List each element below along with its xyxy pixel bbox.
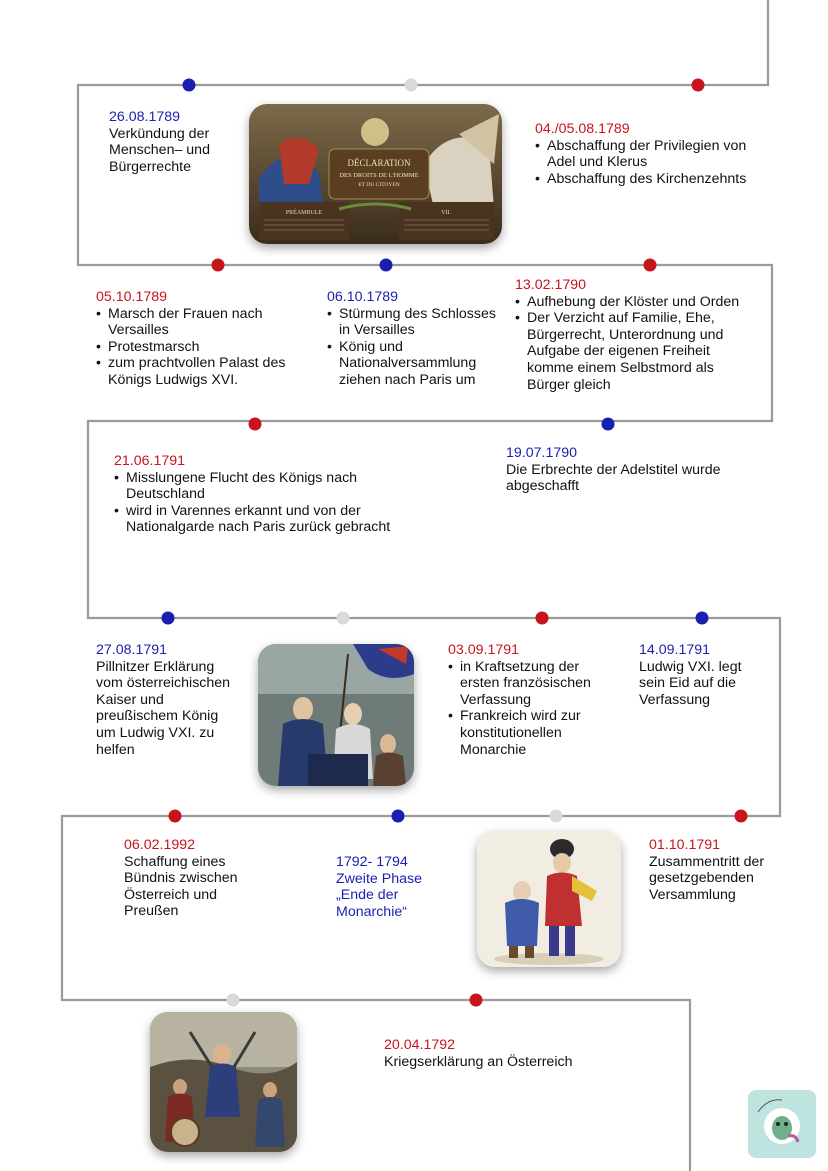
painting-article: VII. [441, 210, 451, 216]
timeline-dot [644, 259, 657, 272]
event-text: Verkündung der Menschen– und Bürgerrechte [109, 125, 210, 175]
event-text: Ludwig VXI. legt sein Eid auf die Verfassung [639, 658, 742, 708]
timeline-dot [550, 810, 563, 823]
event-bullet: • Abschaffung der Privilegien von Adel und Klerus [535, 138, 775, 171]
event-date: 04./05.08.1789 [535, 121, 630, 137]
event-date: 13.02.1790 [515, 277, 587, 293]
timeline-dot [183, 79, 196, 92]
event-bullet: • Stürmung des Schlosses in Versailles [327, 306, 502, 339]
event-date: 14.09.1791 [639, 642, 711, 658]
event-bullet: • Protestmarsch [96, 339, 311, 356]
painting-title-2: DES DROITS DE L'HOMME [339, 172, 419, 179]
timeline-dot [696, 612, 709, 625]
timeline-dot [169, 810, 182, 823]
caricature-image [477, 831, 621, 967]
event-date: 27.08.1791 [96, 642, 168, 658]
event-text: Zusammentritt der gesetzgebenden Versammlung [649, 853, 765, 903]
timeline-dot [735, 810, 748, 823]
painting-battle [150, 1012, 297, 1152]
event-date: 03.09.1791 [448, 642, 520, 658]
event-bullet: • Abschaffung des Kirchenzehnts [535, 171, 775, 188]
event-bullet: • König und Nationalversammlung ziehen nach Paris um [327, 339, 502, 389]
timeline-dot [392, 810, 405, 823]
timeline-dot [227, 994, 240, 1007]
phase-two-label [336, 854, 446, 920]
phase-dates: 1792- 1794 [336, 854, 408, 870]
study-buddy-logo [748, 1090, 816, 1158]
event-text: Kriegserklärung an Österreich [384, 1053, 573, 1070]
event-date: 19.07.1790 [506, 445, 578, 461]
event-1791-10-01 [649, 837, 789, 903]
event-bullet: • Der Verzicht auf Familie, Ehe, Bürgerrecht, Unterordnung und Aufgabe der eigenen Freiheit komme einem Selbstmord als Bürger gleich [515, 310, 740, 393]
event-1791-09-03 [448, 642, 618, 758]
event-1790-02-13 [515, 277, 740, 393]
timeline-dot [249, 418, 262, 431]
event-bullet: • Frankreich wird zur konstitutionellen Monarchie [448, 708, 618, 758]
timeline-dot [380, 259, 393, 272]
event-1790-07-19 [506, 445, 726, 495]
timeline-dot [470, 994, 483, 1007]
event-1789-08-04 [535, 121, 775, 187]
event-bullet: • zum prachtvollen Palast des Königs Ludwigs XVI. [96, 355, 311, 388]
timeline-dot [212, 259, 225, 272]
timeline-dot [602, 418, 615, 431]
event-1792-04-20 [384, 1037, 624, 1070]
event-1992-02-06 [124, 837, 244, 920]
timeline-dot [405, 79, 418, 92]
timeline-dot [536, 612, 549, 625]
event-date: 26.08.1789 [109, 109, 181, 125]
painting-title-3: ET DU CITOYEN [358, 182, 400, 188]
event-date: 06.02.1992 [124, 837, 196, 853]
event-bullet: • Marsch der Frauen nach Versailles [96, 306, 311, 339]
event-bullet: • Aufhebung der Klöster und Orden [515, 294, 740, 311]
event-date: 21.06.1791 [114, 453, 186, 469]
event-1791-09-14 [639, 642, 769, 708]
event-date: 01.10.1791 [649, 837, 721, 853]
event-1789-08-26 [109, 109, 249, 175]
event-text: Die Erbrechte der Adelstitel wurde abgeschafft [506, 461, 721, 495]
event-bullet: • wird in Varennes erkannt und von der Nationalgarde nach Paris zurück gebracht [114, 503, 424, 536]
event-date: 05.10.1789 [96, 289, 168, 305]
event-date: 20.04.1792 [384, 1037, 456, 1053]
painting-preamble: PRÉAMBULE [285, 210, 323, 216]
timeline-dot [692, 79, 705, 92]
event-1791-08-27 [96, 642, 241, 758]
painting-declaration-rights [249, 104, 502, 244]
timeline-dot [162, 612, 175, 625]
painting-title-1: DÉCLARATION [347, 158, 411, 168]
event-text: Pillnitzer Erklärung vom österreichischen Kaiser und preußischem König um Ludwig VXI. zu helfen [96, 658, 231, 758]
event-bullet: • Misslungene Flucht des Königs nach Deutschland [114, 470, 424, 503]
event-1789-10-06 [327, 289, 502, 389]
event-date: 06.10.1789 [327, 289, 399, 305]
event-1791-06-21 [114, 453, 424, 536]
event-bullet: • in Kraftsetzung der ersten französischen Verfassung [448, 659, 618, 709]
event-1789-10-05 [96, 289, 311, 389]
phase-title: Zweite Phase „Ende der Monarchie“ [336, 870, 422, 920]
painting-oath-constitution [258, 644, 414, 786]
timeline-dot [337, 612, 350, 625]
event-text: Schaffung eines Bündnis zwischen Österreich und Preußen [124, 853, 238, 920]
